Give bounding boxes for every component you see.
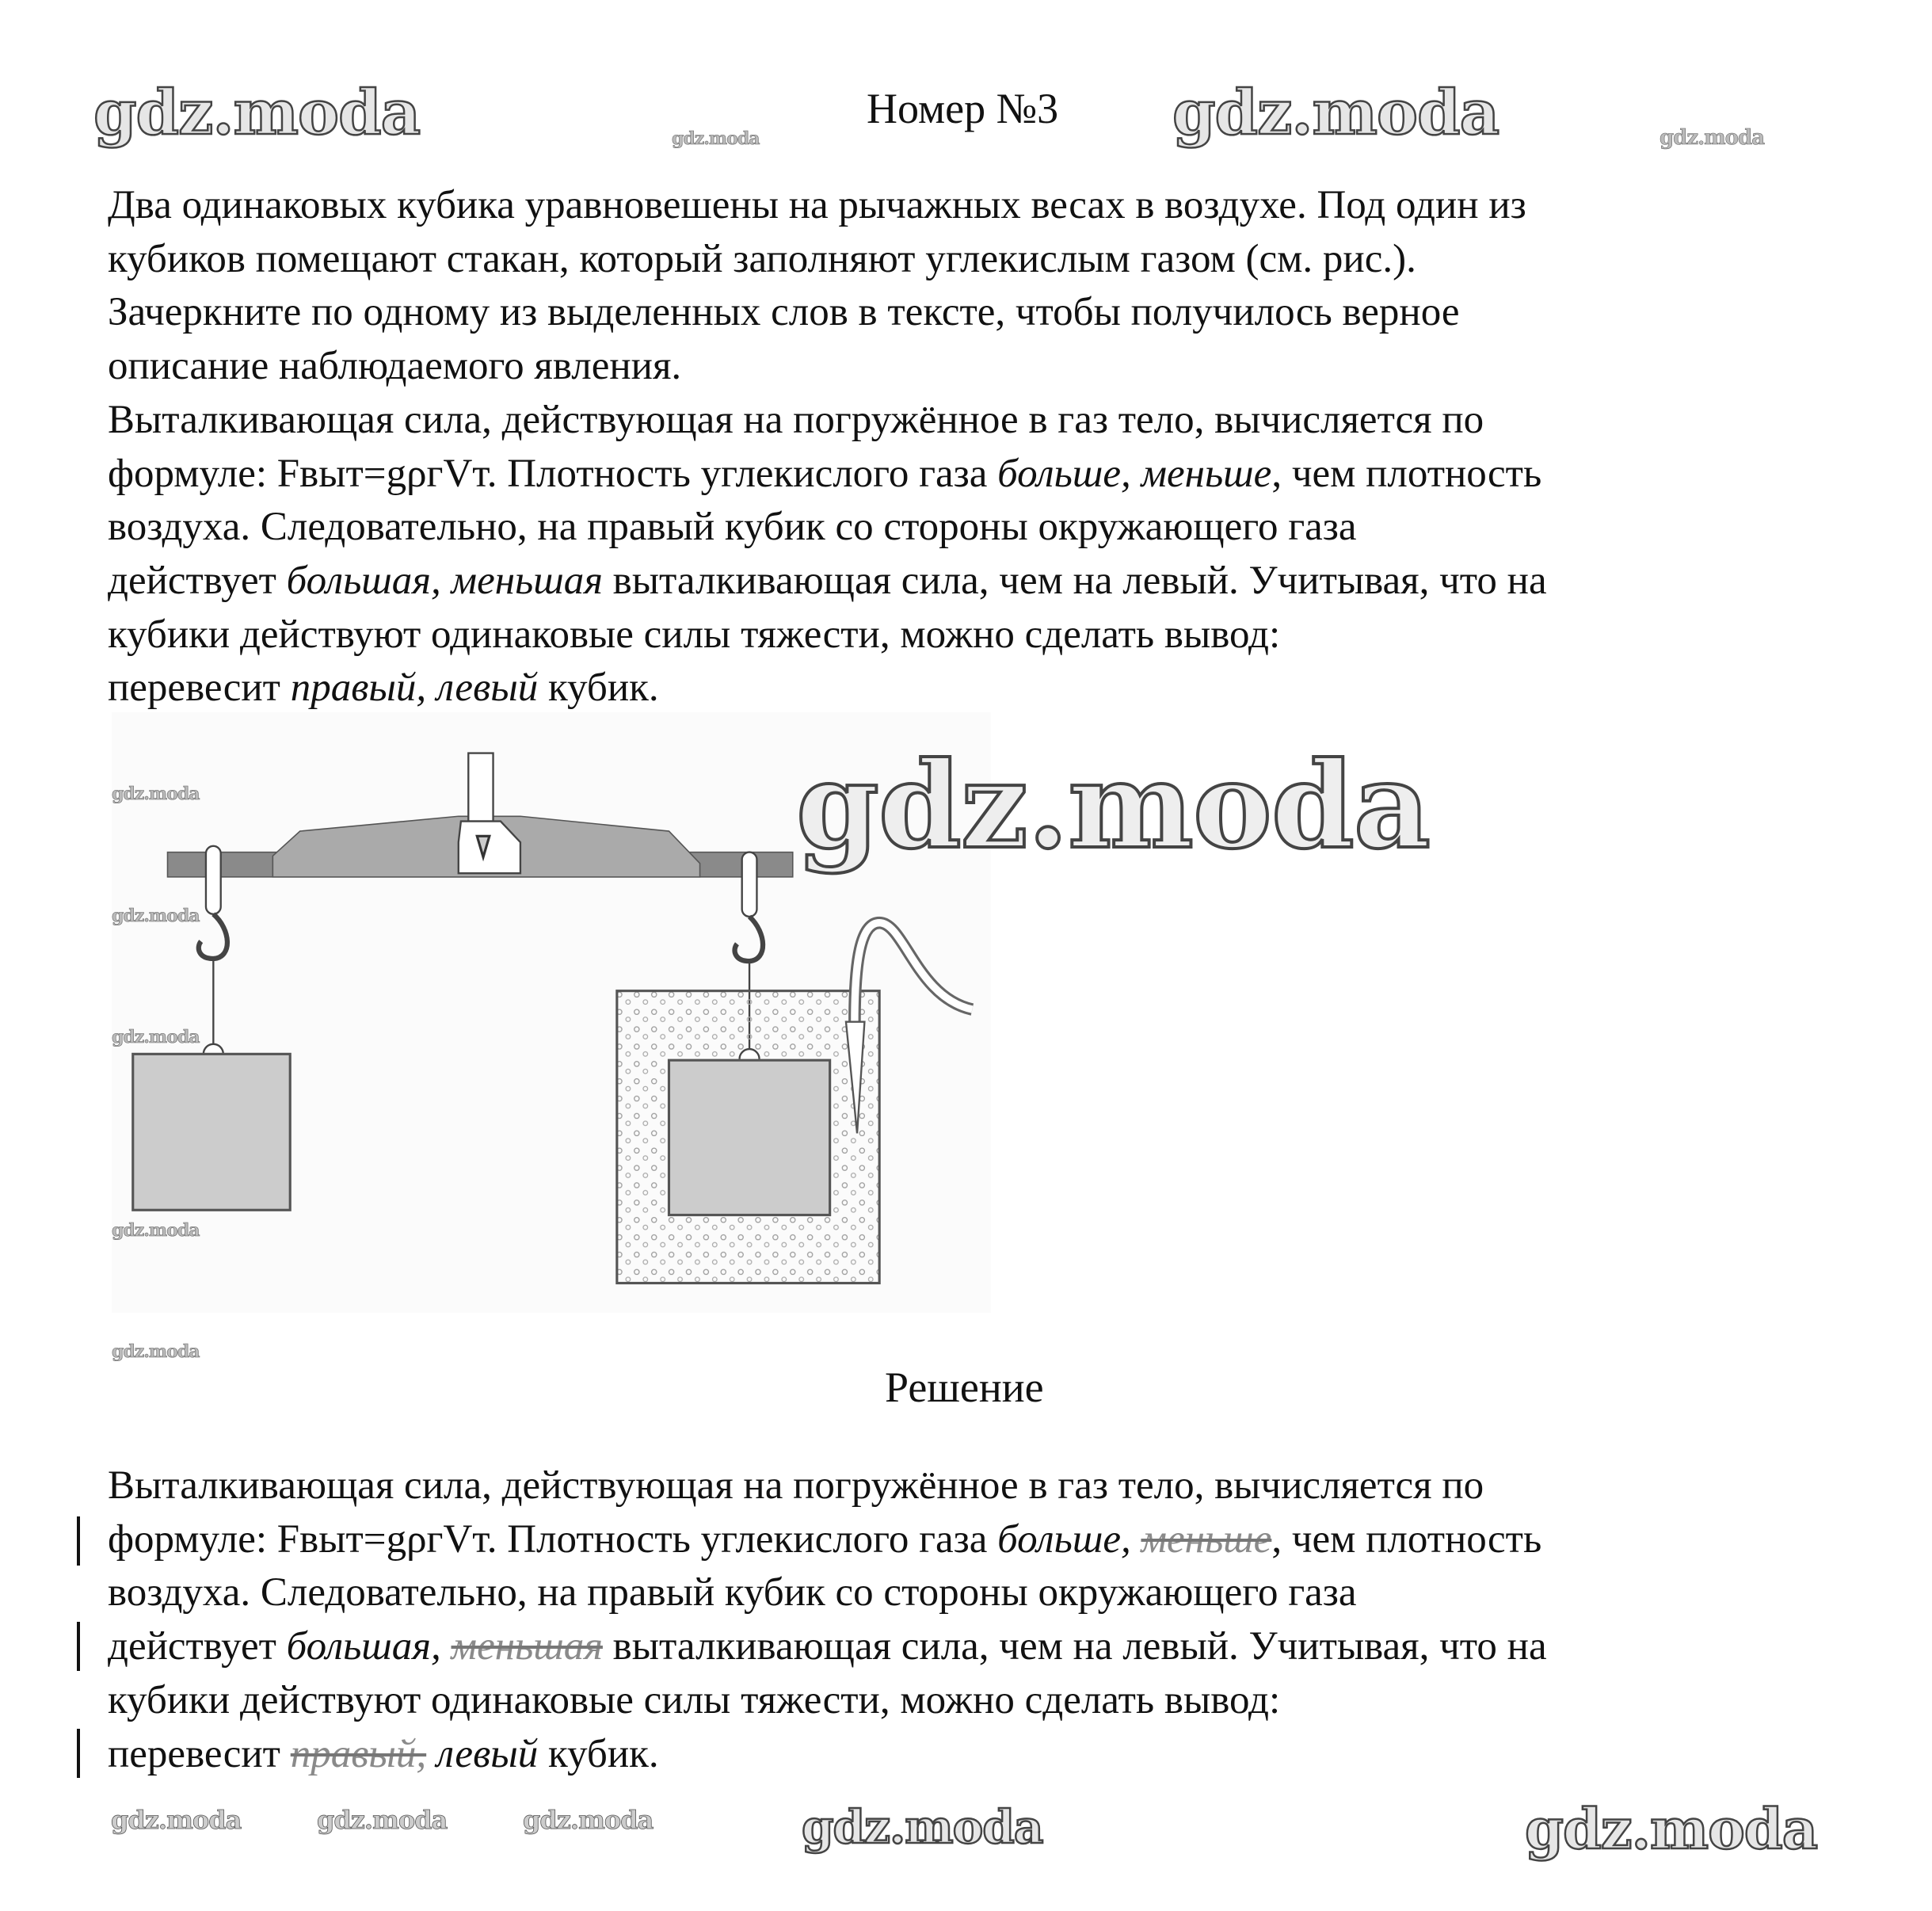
watermark: gdz.moda <box>1660 126 1765 150</box>
page-title: Номер №3 <box>867 85 1059 132</box>
text: формуле: Fвыт=gρгVт. Плотность углекислого газа <box>108 451 998 496</box>
struck-option: меньшая <box>451 1624 603 1669</box>
text: перевесит <box>108 1731 291 1776</box>
text: выталкивающая сила, чем на левый. Учитывая, что на <box>602 558 1547 603</box>
watermark: gdz.moda <box>1525 1796 1818 1862</box>
text-line <box>108 555 1890 608</box>
watermark: gdz.moda <box>112 906 200 926</box>
text-line: воздуха. Следовательно, на правый кубик со стороны окружающего газа <box>108 1570 1357 1615</box>
text-line: Два одинаковых кубика уравновешены на рычажных весах в воздухе. Под один из <box>108 183 1526 227</box>
struck-option: правый, <box>290 1731 427 1776</box>
watermark: gdz.moda <box>672 128 760 149</box>
text-line: кубики действуют одинаковые силы тяжести, можно сделать вывод: <box>108 612 1281 657</box>
text: , чем плотность <box>1271 1516 1542 1562</box>
watermark: gdz.moda <box>523 1805 654 1835</box>
watermark: gdz.moda <box>317 1805 448 1835</box>
text-line <box>108 1513 1890 1567</box>
text-line: описание наблюдаемого явления. <box>108 344 682 389</box>
text: выталкивающая сила, чем на левый. Учитывая, что на <box>602 1624 1547 1669</box>
text-line: кубиков помещают стакан, который заполняют углекислым газом (см. рис.). <box>108 236 1416 281</box>
watermark: gdz.moda <box>802 1800 1043 1854</box>
watermark: gdz.moda <box>112 1027 200 1047</box>
text: действует <box>108 558 287 603</box>
option: меньше <box>1141 451 1272 496</box>
watermark: gdz.moda <box>93 77 421 149</box>
option: большая, <box>286 558 441 603</box>
solution-heading: Решение <box>885 1364 1044 1411</box>
text: кубик. <box>538 666 659 711</box>
option: меньшая <box>451 558 603 603</box>
change-bar <box>77 1729 80 1778</box>
text-line <box>108 448 1890 502</box>
text: действует <box>108 1624 287 1669</box>
text-line <box>108 1620 1890 1674</box>
left-cube <box>133 1054 290 1210</box>
struck-option: меньше <box>1141 1516 1272 1562</box>
text: кубик. <box>538 1731 659 1776</box>
right-cube <box>669 1060 829 1215</box>
text-line: Выталкивающая сила, действующая на погружённое в газ тело, вычисляется по <box>108 397 1484 442</box>
watermark: gdz.moda <box>112 784 200 804</box>
text-line: Выталкивающая сила, действующая на погружённое в газ тело, вычисляется по <box>108 1463 1484 1508</box>
change-bar <box>77 1622 80 1671</box>
watermark: gdz.moda <box>112 1341 200 1362</box>
text: , чем плотность <box>1271 451 1542 496</box>
text: перевесит <box>108 666 291 711</box>
option: больше, <box>997 451 1131 496</box>
watermark: gdz.moda <box>1172 77 1499 149</box>
text: формуле: Fвыт=gρгVт. Плотность углекислого газа <box>108 1516 998 1562</box>
text-line <box>108 662 1890 715</box>
option: правый, <box>290 666 427 711</box>
change-bar <box>77 1516 80 1566</box>
watermark: gdz.moda <box>796 736 1431 875</box>
text-line <box>108 1728 1890 1782</box>
text-line: Зачеркните по одному из выделенных слов в тексте, чтобы получилось верное <box>108 290 1460 335</box>
watermark: gdz.moda <box>111 1805 242 1835</box>
kept-option: большая, <box>286 1624 441 1669</box>
solution-text <box>108 1459 1890 1781</box>
watermark: gdz.moda <box>112 1220 200 1241</box>
text-line: воздуха. Следовательно, на правый кубик со стороны окружающего газа <box>108 505 1357 550</box>
problem-text <box>108 179 1890 715</box>
option: левый <box>436 666 539 711</box>
text-line: кубики действуют одинаковые силы тяжести, можно сделать вывод: <box>108 1677 1281 1722</box>
kept-option: левый <box>436 1731 539 1776</box>
kept-option: больше, <box>997 1516 1131 1562</box>
